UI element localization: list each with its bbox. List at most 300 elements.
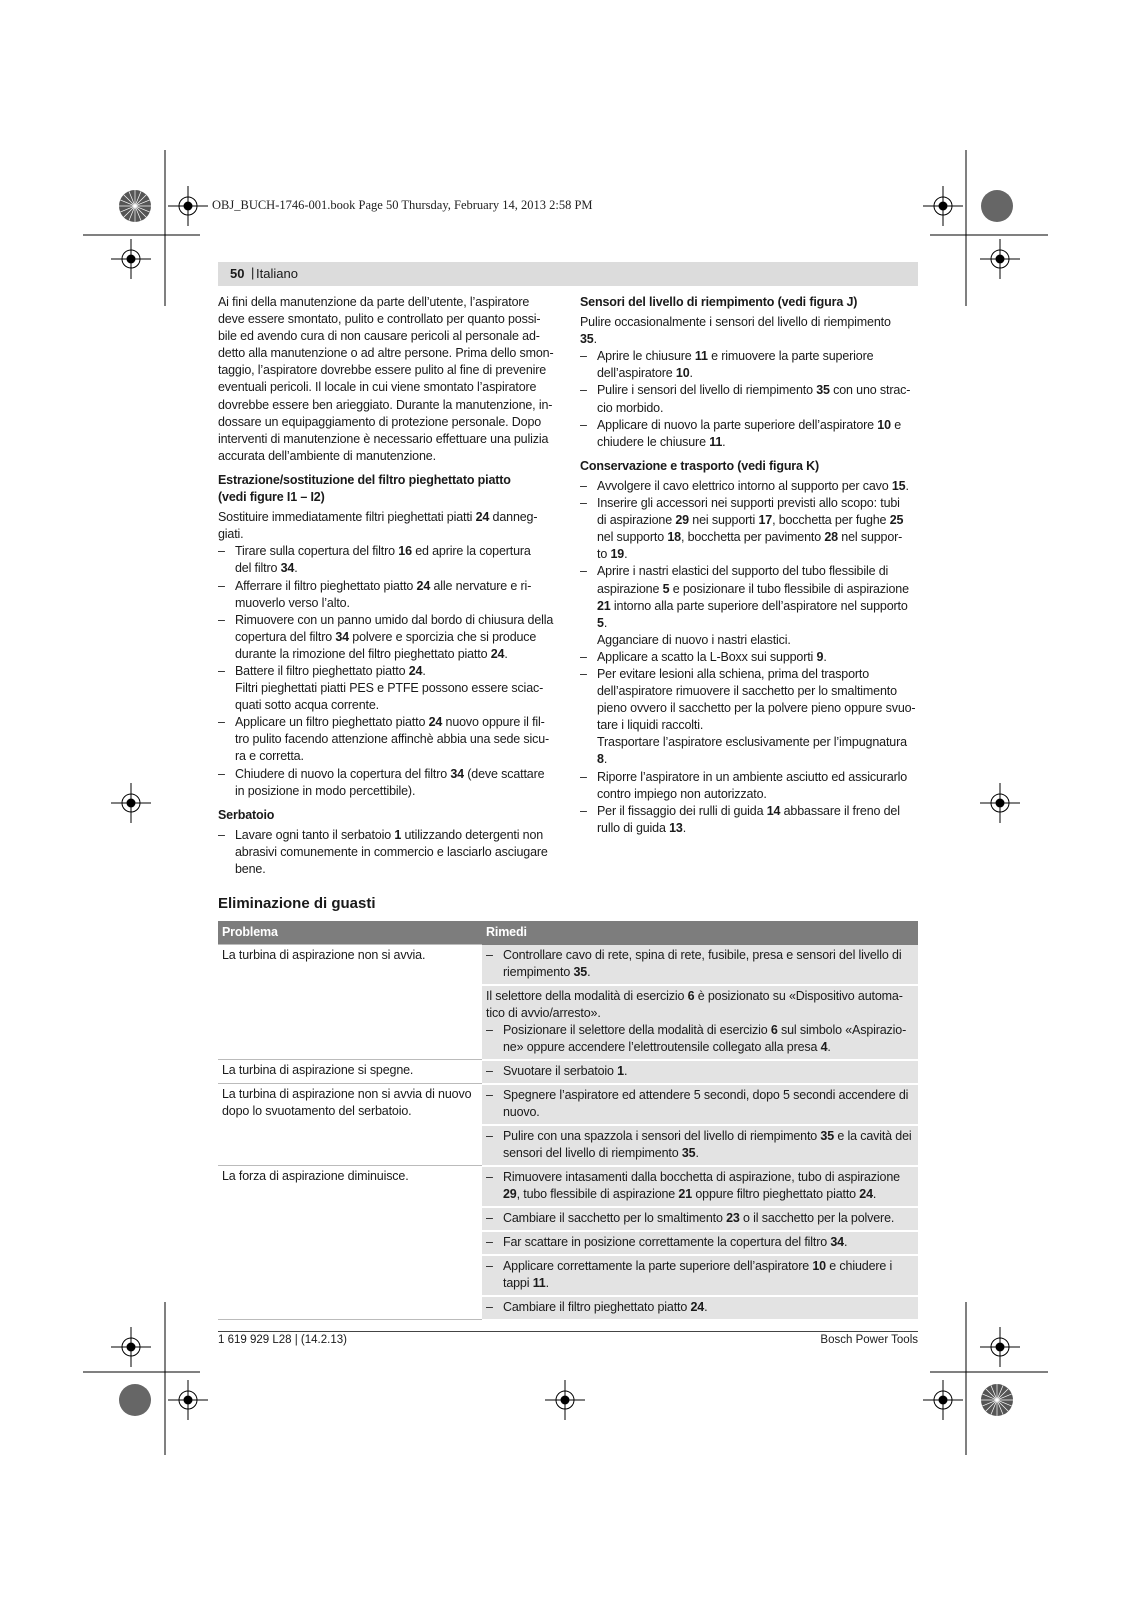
dash-bullet: –	[486, 1087, 493, 1102]
text-run: e posizionare il tubo flessibile di aspirazione	[669, 581, 909, 596]
item-number: 24	[428, 715, 443, 730]
text-line	[597, 434, 918, 451]
remedy-cell	[482, 945, 918, 985]
text-run: sul simbolo «Aspirazio-	[777, 1022, 907, 1037]
text-run: Trasportare l’aspiratore esclusivamente per l’impugnatura	[597, 735, 907, 750]
text-line	[218, 431, 556, 448]
problem-cell	[218, 945, 482, 1060]
item-number: 6	[687, 988, 695, 1003]
text-run: cio morbido.	[597, 400, 664, 415]
text-run: abrasivi comunemente in commercio e lasciarlo asciugare	[235, 844, 548, 859]
text-run: .	[294, 561, 298, 576]
item-number: 18	[667, 530, 681, 545]
text-run: Far scattare in posizione correttamente la copertura del filtro	[503, 1234, 831, 1249]
item-number: 34	[450, 766, 464, 781]
text-line	[235, 612, 556, 629]
text-run: Inserire gli accessori nei supporti previsti allo scopo: tubi	[597, 496, 900, 511]
text-line	[235, 578, 556, 595]
text-run: tico di avvio/arresto».	[486, 1005, 601, 1020]
text-run: detto alla manutenzione o ad altre persone. Prima dello smon-	[218, 346, 554, 361]
text-run: nei supporti	[688, 513, 759, 528]
text-run: .	[689, 366, 693, 381]
text-run: tappi	[503, 1275, 533, 1290]
footer-doc-number: 1 619 929 L28 | (14.2.13)	[218, 1334, 347, 1346]
text-run: .	[545, 1275, 549, 1290]
text-line	[597, 382, 918, 399]
text-line	[597, 563, 918, 580]
text-line	[486, 1104, 914, 1121]
book-file-header: OBJ_BUCH-1746-001.book Page 50 Thursday, February 14, 2013 2:58 PM	[212, 198, 593, 212]
item-number: 19	[610, 547, 625, 562]
text-line	[597, 512, 918, 529]
text-line	[597, 598, 918, 615]
text-run: quati sotto acqua corrente.	[235, 698, 379, 713]
page-header-band	[218, 262, 918, 286]
text-line	[486, 964, 914, 981]
remedy-cell	[482, 1231, 918, 1255]
item-number: 24	[408, 663, 423, 678]
text-line	[218, 526, 556, 543]
text-run: .	[603, 615, 608, 630]
text-run: tare i liquidi raccolti.	[597, 718, 704, 733]
sensor-section-title: Sensori del livello di riempimento (vedi figura J)	[580, 295, 858, 309]
text-run: ne» oppure accendere l’elettroutensile collegato alla presa	[503, 1039, 821, 1054]
text-line	[580, 314, 918, 331]
dash-bullet: –	[580, 666, 587, 681]
text-line	[597, 417, 918, 434]
text-line	[218, 448, 556, 465]
item-number: 5	[597, 615, 604, 630]
table-row	[218, 1060, 918, 1084]
text-line: La turbina di aspirazione non si avvia.	[222, 948, 426, 962]
text-line	[486, 1022, 914, 1039]
text-line	[597, 365, 918, 382]
text-line	[597, 632, 918, 649]
text-line	[486, 1169, 914, 1186]
text-line	[218, 328, 556, 345]
text-run: Cambiare il filtro pieghettato piatto	[503, 1299, 691, 1314]
text-run: .	[695, 1145, 699, 1160]
text-run: Posizionare il selettore della modalità di esercizio	[503, 1022, 771, 1037]
text-line	[235, 783, 556, 800]
text-run: del filtro	[235, 561, 281, 576]
text-line	[486, 947, 914, 964]
text-run: aspirazione	[597, 581, 663, 596]
text-run: Il selettore della modalità di esercizio	[486, 988, 688, 1003]
text-line	[597, 400, 918, 417]
troubleshooting-table	[218, 921, 918, 1321]
text-run: utilizzando detergenti non	[401, 827, 544, 842]
item-number: 10	[675, 366, 690, 381]
text-run: .	[872, 1186, 877, 1201]
item-number: 34	[830, 1234, 844, 1249]
footer-rule	[218, 1331, 918, 1332]
text-run: abbassare il freno del	[780, 803, 900, 818]
sensor-intro	[580, 314, 918, 348]
item-number: 24	[859, 1186, 873, 1201]
item-number: 8	[597, 752, 604, 767]
text-line	[235, 629, 556, 646]
table-row	[218, 1166, 918, 1207]
text-line	[486, 1039, 914, 1056]
item-number: 35	[573, 964, 588, 979]
table-row	[218, 945, 918, 985]
item-number: 11	[532, 1275, 546, 1290]
item-number: 13	[669, 820, 683, 835]
storage-step	[580, 769, 918, 803]
text-line	[597, 769, 918, 786]
text-run: bene.	[235, 862, 266, 876]
filter-step	[218, 663, 556, 714]
text-line	[218, 379, 556, 396]
text-run: riempimento	[503, 964, 574, 979]
text-run: .	[704, 1299, 708, 1314]
text-line	[235, 646, 556, 663]
text-line	[235, 731, 556, 748]
text-run: eventuali pericoli. Il locale in cui viene smontato l’aspiratore	[218, 380, 537, 395]
text-run: nel suppor-	[837, 530, 903, 545]
text-line	[597, 546, 918, 563]
text-run: .	[623, 1063, 628, 1078]
text-line	[486, 1258, 914, 1275]
item-number: 24	[475, 510, 490, 525]
problem-cell	[218, 1084, 482, 1166]
text-run: Avvolgere il cavo elettrico intorno al supporto per cavo	[597, 478, 892, 493]
text-run: oppure filtro pieghettato piatto	[692, 1186, 860, 1201]
item-number: 35	[681, 1145, 696, 1160]
text-line	[235, 861, 556, 878]
text-run: è posizionato su «Dispositivo automa-	[694, 988, 903, 1003]
text-run: Rimuovere intasamenti dalla bocchetta di aspirazione, tubo di aspirazione	[503, 1169, 900, 1184]
item-number: 24	[690, 1299, 705, 1314]
text-run: Riporre l’aspiratore in un ambiente asciutto ed assicurarlo	[597, 769, 908, 784]
column-remedy: Rimedi	[482, 921, 918, 945]
text-run: Afferrare il filtro pieghettato piatto	[235, 578, 417, 593]
text-run: accurata dell’ambiente di manutenzione.	[218, 448, 436, 463]
text-run: taggio, l’aspiratore dovrebbe essere pulito al fine di prevenire	[218, 363, 547, 378]
item-number: 4	[820, 1039, 828, 1054]
dash-bullet: –	[486, 1258, 493, 1273]
dash-bullet: –	[580, 803, 587, 818]
page-number: 50	[230, 266, 245, 281]
filter-step	[218, 612, 556, 663]
text-run: di aspirazione	[597, 513, 676, 528]
text-line	[235, 595, 556, 612]
text-line	[486, 1210, 914, 1227]
remedy-cell	[482, 1255, 918, 1296]
text-run: .	[843, 1234, 848, 1249]
remedy-cell	[482, 1296, 918, 1320]
text-line	[597, 786, 918, 803]
text-run: nel supporto	[597, 530, 668, 545]
text-line	[597, 348, 918, 365]
dash-bullet: –	[486, 1022, 493, 1037]
remedy-cell	[482, 1125, 918, 1166]
text-line	[486, 1145, 914, 1162]
item-number: 1	[394, 827, 402, 842]
text-run: Lavare ogni tanto il serbatoio	[235, 827, 395, 842]
text-line	[235, 680, 556, 697]
text-line	[218, 311, 556, 328]
item-number: 24	[416, 578, 431, 593]
text-run: (deve scattare	[463, 766, 545, 781]
text-line	[486, 1186, 914, 1203]
text-run: e	[890, 417, 901, 432]
dash-bullet: –	[218, 827, 225, 842]
footer-brand: Bosch Power Tools	[820, 1334, 918, 1346]
text-run: .	[905, 478, 909, 493]
remedy-cell	[482, 1084, 918, 1125]
table-header-row	[218, 921, 918, 945]
text-line	[597, 734, 918, 751]
table-row	[218, 1084, 918, 1125]
text-run: e la cavità dei	[834, 1128, 912, 1143]
filter-intro	[218, 509, 556, 543]
text-line	[597, 649, 918, 666]
text-run: interventi di manutenzione è necessario effettuare una pulizia	[218, 431, 549, 446]
text-run: dossare un equipaggiamento di protezione personale. Dopo	[218, 414, 542, 429]
item-number: 9	[816, 649, 824, 664]
dash-bullet: –	[218, 766, 225, 781]
text-run: pieno ovvero il sacchetto per la polvere pieno oppure svuo-	[597, 701, 916, 716]
filter-step	[218, 714, 556, 765]
dash-bullet: –	[580, 417, 587, 432]
item-number: 15	[891, 478, 906, 493]
text-line	[486, 1299, 914, 1316]
dash-bullet: –	[486, 1169, 493, 1184]
text-run: durante la rimozione del filtro pieghettato piatto	[235, 646, 491, 661]
text-line	[486, 1087, 914, 1104]
text-run: in posizione in modo percettibile).	[235, 783, 416, 798]
dash-bullet: –	[580, 649, 587, 664]
dash-bullet: –	[218, 578, 225, 593]
item-number: 11	[709, 434, 723, 449]
text-run: danneg-	[489, 510, 538, 525]
text-line	[597, 803, 918, 820]
left-column	[218, 294, 556, 878]
item-number: 1	[617, 1063, 624, 1078]
text-line	[235, 663, 556, 680]
text-run: intorno alla parte superiore dell’aspiratore nel supporto	[610, 598, 908, 613]
text-run: nuovo oppure il fil-	[442, 715, 545, 730]
right-column	[580, 294, 918, 837]
text-run: Applicare correttamente la parte superiore dell’aspiratore	[503, 1258, 813, 1273]
text-line	[218, 362, 556, 379]
text-line	[597, 683, 918, 700]
dash-bullet: –	[580, 564, 587, 579]
text-line	[597, 751, 918, 768]
text-run: Pulire con una spazzola i sensori del livello di riempimento	[503, 1128, 821, 1143]
text-line	[235, 766, 556, 783]
text-run: .	[504, 646, 508, 661]
item-number: 29	[503, 1186, 517, 1201]
text-run: Applicare a scatto la L-Boxx sui supporti	[597, 649, 817, 664]
item-number: 21	[678, 1186, 693, 1201]
filter-step	[218, 578, 556, 612]
text-run: dell’aspiratore	[597, 366, 676, 381]
text-line	[597, 478, 918, 495]
text-run: Svuotare il serbatoio	[503, 1063, 618, 1078]
item-number: 29	[675, 513, 689, 528]
text-run: Spegnere l’aspiratore ed attendere 5 secondi, dopo 5 secondi accendere di	[503, 1087, 909, 1102]
sensor-step	[580, 417, 918, 451]
text-run: Sostituire immediatamente filtri pieghettati piatti	[218, 510, 476, 525]
text-run: Pulire i sensori del livello di riempimento	[597, 383, 817, 398]
text-run: Applicare di nuovo la parte superiore dell’aspiratore	[597, 417, 878, 432]
text-run: Pulire occasionalmente i sensori del livello di riempimento	[580, 315, 891, 330]
text-line: La turbina di aspirazione si spegne.	[222, 1063, 414, 1077]
text-line	[218, 294, 556, 311]
text-line: La forza di aspirazione diminuisce.	[222, 1169, 409, 1183]
text-run: .	[587, 964, 591, 979]
dash-bullet: –	[580, 349, 587, 364]
item-number: 6	[770, 1022, 778, 1037]
troubleshooting-title: Eliminazione di guasti	[218, 895, 376, 912]
text-run: Agganciare di nuovo i nastri elastici.	[597, 632, 791, 647]
item-number: 35	[820, 1128, 835, 1143]
text-line	[235, 543, 556, 560]
storage-step	[580, 478, 918, 495]
text-line	[597, 820, 918, 837]
column-problem: Problema	[218, 921, 482, 945]
text-run: .	[827, 1039, 831, 1054]
text-run: bile ed avendo cura di non causare pericoli al personale ad-	[218, 329, 540, 344]
title-line: Estrazione/sostituzione del filtro pieghettato piatto	[218, 472, 511, 487]
text-line	[218, 345, 556, 362]
item-number: 5	[662, 581, 670, 596]
item-number: 23	[726, 1210, 740, 1225]
text-run: nuovo.	[503, 1104, 540, 1119]
text-run: .	[823, 649, 827, 664]
text-run: dell’aspiratore rimuovere il sacchetto per lo smaltimento	[597, 684, 897, 699]
text-run: Per evitare lesioni alla schiena, prima del trasporto	[597, 666, 870, 681]
dash-bullet: –	[580, 383, 587, 398]
storage-section-title: Conservazione e trasporto (vedi figura K)	[580, 458, 820, 473]
text-line	[486, 1005, 914, 1022]
text-run: Chiudere di nuovo la copertura del filtro	[235, 766, 451, 781]
text-line	[235, 844, 556, 861]
text-line	[235, 560, 556, 577]
text-line	[235, 748, 556, 765]
text-run: giati.	[218, 527, 244, 542]
text-run: , bocchetta per pavimento	[680, 530, 825, 545]
text-run: Filtri pieghettati piatti PES e PTFE possono essere sciac-	[235, 681, 544, 696]
text-line	[597, 529, 918, 546]
dash-bullet: –	[486, 1063, 493, 1078]
text-run: polvere e sporcizia che si produce	[348, 629, 537, 644]
text-run: Aprire le chiusure	[597, 349, 695, 364]
text-line	[486, 1234, 914, 1251]
dash-bullet: –	[486, 947, 493, 962]
text-line	[597, 615, 918, 632]
page-language: Italiano	[256, 266, 298, 281]
dash-bullet: –	[486, 1234, 493, 1249]
text-run: .	[593, 332, 597, 347]
text-line	[235, 697, 556, 714]
remedy-cell	[482, 1060, 918, 1084]
text-run: o il sacchetto per la polvere.	[739, 1210, 895, 1225]
storage-step	[580, 563, 918, 648]
text-run: contro impiego non autorizzato.	[597, 786, 767, 801]
dash-bullet: –	[218, 612, 225, 627]
item-number: 28	[824, 530, 838, 545]
text-line: La turbina di aspirazione non si avvia di nuovo	[222, 1087, 472, 1101]
text-run: Per il fissaggio dei rulli di guida	[597, 803, 767, 818]
remedy-cell	[482, 1207, 918, 1231]
text-run: e rimuovere la parte superiore	[707, 349, 874, 364]
text-run: tro pulito facendo attenzione affinchè abbia una sede sicu-	[235, 732, 550, 747]
item-number: 25	[889, 513, 904, 528]
text-run: , tubo flessibile di aspirazione	[516, 1186, 679, 1201]
dash-bullet: –	[580, 769, 587, 784]
text-run: copertura del filtro	[235, 629, 336, 644]
item-number: 34	[280, 561, 295, 576]
text-line	[597, 495, 918, 512]
text-run: deve essere smontato, pulito e controllato per quanto possi-	[218, 312, 541, 327]
dash-bullet: –	[486, 1210, 493, 1225]
text-line	[597, 700, 918, 717]
filter-step	[218, 766, 556, 800]
text-run: .	[682, 820, 687, 835]
text-run: to	[597, 547, 611, 562]
text-line	[597, 581, 918, 598]
text-run: .	[603, 752, 608, 767]
text-line	[486, 1063, 914, 1080]
text-line	[486, 1275, 914, 1292]
text-run: , bocchetta per fughe	[772, 513, 890, 528]
sensor-step	[580, 382, 918, 416]
dash-bullet: –	[218, 715, 225, 730]
text-run: Rimuovere con un panno umido dal bordo di chiusura della	[235, 612, 554, 627]
sensor-step	[580, 348, 918, 382]
text-run: Tirare sulla copertura del filtro	[235, 544, 399, 559]
text-line	[486, 988, 914, 1005]
text-line	[486, 1128, 914, 1145]
dash-bullet: –	[580, 496, 587, 511]
text-run: sensori del livello di riempimento	[503, 1145, 682, 1160]
storage-step	[580, 666, 918, 769]
dash-bullet: –	[218, 663, 225, 678]
text-run: rullo di guida	[597, 820, 670, 835]
dash-bullet: –	[580, 478, 587, 493]
text-run: alle nervature e ri-	[430, 578, 532, 593]
tank-section-title: Serbatoio	[218, 807, 275, 822]
text-run: .	[624, 547, 628, 562]
text-run: muoverlo verso l’alto.	[235, 595, 350, 610]
item-number: 11	[694, 349, 708, 364]
remedy-cell	[482, 1166, 918, 1207]
filter-section-title	[218, 472, 556, 506]
text-line: dopo lo svuotamento del serbatoio.	[222, 1104, 412, 1118]
text-line	[597, 666, 918, 683]
item-number: 10	[812, 1258, 826, 1273]
text-run: ra e corretta.	[235, 749, 304, 764]
text-run: dovrebbe essere ben arieggiato. Durante la manutenzione, in-	[218, 397, 553, 412]
maintenance-intro	[218, 294, 556, 465]
filter-step	[218, 543, 556, 577]
item-number: 21	[597, 598, 611, 613]
item-number: 34	[335, 629, 349, 644]
text-run: Aprire i nastri elastici del supporto del tubo flessibile di	[597, 564, 889, 579]
text-line	[235, 714, 556, 731]
text-line	[580, 331, 918, 348]
text-run: chiudere le chiusure	[597, 434, 710, 449]
text-line	[597, 717, 918, 734]
header-separator: |	[251, 265, 255, 280]
tank-step	[218, 827, 556, 878]
remedy-cell	[482, 985, 918, 1060]
text-run: con uno strac-	[829, 383, 911, 398]
